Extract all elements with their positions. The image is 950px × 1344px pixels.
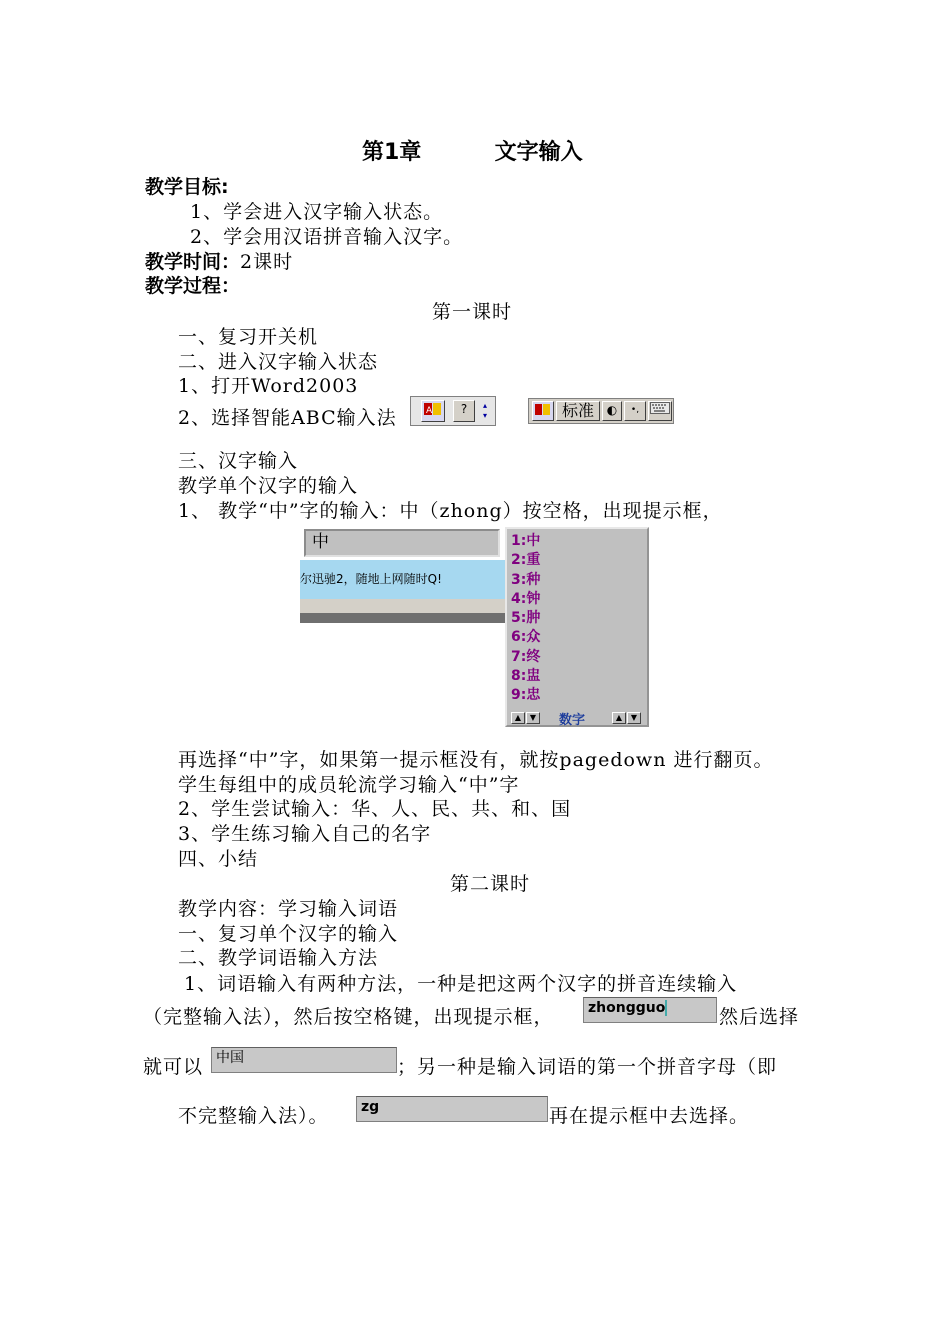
time-value: 2课时 <box>240 251 294 273</box>
candidate-item[interactable]: 2:重 <box>511 552 541 569</box>
lesson2-heading: 第二课时 <box>450 873 531 895</box>
page-last-icon[interactable]: ▼ <box>526 712 540 724</box>
lesson2-line: 教学内容：学习输入词语 <box>178 898 399 920</box>
keyboard-icon[interactable] <box>648 401 672 421</box>
candidate-item[interactable]: 1:中 <box>511 533 541 549</box>
composition-input[interactable]: 中 <box>304 529 500 557</box>
lesson2-para: （完整输入法），然后按空格键，出现提示框， <box>143 1006 554 1028</box>
teach-single-char: 教学单个汉字的输入 <box>178 475 359 497</box>
candidate-footer-label: 数字 <box>559 713 586 728</box>
lesson2-para: 1、词语输入有两种方法，一种是把这两个汉字的拼音连续输入 <box>184 973 738 995</box>
section-three: 三、汉字输入 <box>178 450 299 472</box>
pinyin-text: zhongguo <box>588 1000 666 1016</box>
banner <box>300 559 505 600</box>
time-label: 教学时间： <box>145 251 241 273</box>
ime-logo-icon[interactable] <box>421 400 445 422</box>
lesson1-line: 1、打开Word2003 <box>178 375 359 397</box>
candidate-list <box>509 532 540 706</box>
ime-logo-icon[interactable] <box>532 401 554 421</box>
candidate-item[interactable]: 5:肿 <box>511 610 541 627</box>
lesson2-para: 就可以 <box>143 1056 204 1078</box>
candidate-box-zhongguo[interactable]: 中国 <box>211 1047 397 1073</box>
moon-icon[interactable]: ◐ <box>602 401 622 421</box>
chapter-title <box>362 135 583 166</box>
lesson1-line: 2、选择智能ABC输入法 <box>178 407 397 429</box>
chapter-number: 第1章 <box>362 140 422 165</box>
candidate-window <box>505 527 649 727</box>
lesson1-after: 2、学生尝试输入：华、人、民、共、和、国 <box>178 798 572 820</box>
lesson1-heading: 第一课时 <box>432 301 513 323</box>
objective-item: 2、学会用汉语拼音输入汉字。 <box>190 226 464 248</box>
lesson2-para: 再在提示框中去选择。 <box>549 1105 750 1127</box>
candidate-item[interactable]: 3:种 <box>511 571 541 588</box>
page-up-icon[interactable]: ▲ <box>612 712 626 724</box>
banner-text: 尔迅驰2，随地上网随时Q! <box>300 572 442 586</box>
lesson2-para: 不完整输入法）。 <box>178 1105 329 1127</box>
input-mode-button[interactable]: 标准 <box>556 401 600 421</box>
lesson1-after: 学生每组中的成员轮流学习输入“中”字 <box>178 774 520 796</box>
candidate-item[interactable]: 7:终 <box>511 648 541 665</box>
ime-toolbar-compact <box>410 396 496 426</box>
lesson1-after: 四、小结 <box>178 848 259 870</box>
lesson2-para: 然后选择 <box>719 1006 800 1028</box>
process-label: 教学过程： <box>145 275 241 297</box>
lesson1-after: 再选择“中”字，如果第一提示框没有，就按pagedown 进行翻页。 <box>178 749 774 771</box>
arrow-icon[interactable]: ▴ ▾ <box>483 401 488 420</box>
punct-icon[interactable]: •, <box>624 401 646 421</box>
page-first-icon[interactable]: ▲ <box>511 712 525 724</box>
lesson2-line: 二、教学词语输入方法 <box>178 947 379 969</box>
objective-item: 1、学会进入汉字输入状态。 <box>190 201 444 223</box>
lesson2-line: 一、复习单个汉字的输入 <box>178 923 399 945</box>
page-down-icon[interactable]: ▼ <box>627 712 641 724</box>
lesson2-para: ；另一种是输入词语的第一个拼音字母（即 <box>397 1056 778 1078</box>
teaching-time <box>145 250 293 274</box>
candidate-item[interactable]: 8:盅 <box>511 668 541 685</box>
candidate-item[interactable]: 4:钟 <box>511 590 541 607</box>
svg-text:A: A <box>426 406 433 416</box>
ime-screenshot <box>300 527 650 727</box>
ime-toolbar-standard <box>528 398 674 424</box>
help-icon[interactable]: ? <box>453 400 475 422</box>
candidate-item[interactable]: 6:众 <box>511 629 541 646</box>
objectives-label: 教学目标: <box>145 176 229 198</box>
lesson1-line: 一、复习开关机 <box>178 326 319 348</box>
taskbar-strip <box>300 613 505 623</box>
candidate-item[interactable]: 9:忠 <box>511 687 541 704</box>
lesson1-line: 二、进入汉字输入状态 <box>178 351 379 373</box>
banner-gap <box>300 599 505 613</box>
step-one: 1、 教学“中”字的输入：中（zhong）按空格，出现提示框， <box>178 500 723 522</box>
caret <box>665 1000 667 1016</box>
lesson1-after: 3、学生练习输入自己的名字 <box>178 823 432 845</box>
chapter-name: 文字输入 <box>494 140 583 165</box>
pinyin-box-zhongguo[interactable] <box>583 997 717 1023</box>
pinyin-box-zg[interactable]: zg <box>356 1096 548 1122</box>
